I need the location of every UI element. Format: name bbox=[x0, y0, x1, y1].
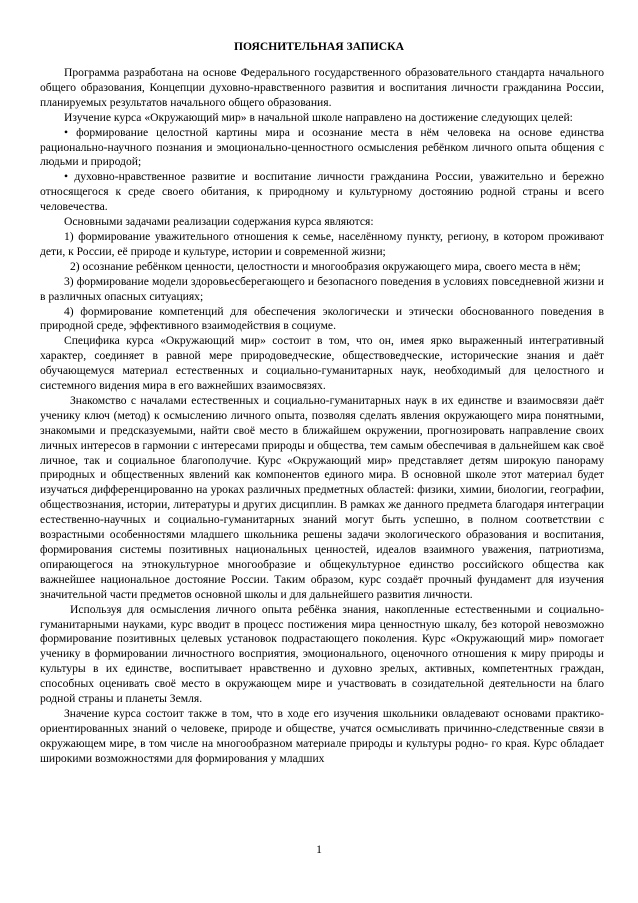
paragraph-specifics: Специфика курса «Окружающий мир» состоит в том, что он, имея ярко выраженный интегративный характер, соединяет в равной мере природоведческие, обществоведческие, исторические знания и даёт обучающемуся материал естественных и социально-гуманитарных наук, необходимый для целостного и системного видения мира в его важнейших взаимосвязях. bbox=[40, 334, 604, 393]
paragraph-goals-intro: Изучение курса «Окружающий мир» в начальной школе направлено на достижение следующих целей: bbox=[64, 110, 573, 124]
paragraph-significance: Значение курса состоит также в том, что в ходе его изучения школьники овладевают основами практико-ориентированных знаний о человеке, природе и обществе, учатся осмысливать причинно-следственные связи в окружающем мире, в том числе на многообразном материале природы и культуры родно- го края. Курс обладает широкими возможностями для формирования у младших bbox=[40, 706, 604, 765]
task-item-4: 4) формирование компетенций для обеспечения экологически и этически обоснованного поведения в природной среде, эффективного взаимодействия в социуме. bbox=[40, 304, 604, 333]
paragraph-personal-experience: Используя для осмысления личного опыта ребёнка знания, накопленные естественными и социально-гуманитарными науками, курс вводит в процесс постижения мира ценностную шкалу, без которой невозможно формирование позитивных целевых установок подрастающего поколения. Курс «Окружающий мир» помогает ученику в формировании личностного восприятия, эмоционального, оценочного отношения к миру природы и культуры в их единстве, воспитывает нравственно и духовно зрелых, активных, компетентных граждан, способных оценивать своё место в окружающем мире и участвовать в созидательной деятельности на благо родной страны и планеты Земля. bbox=[40, 602, 604, 706]
task-item-2: 2) осознание ребёнком ценности, целостности и многообразия окружающего мира, своего места в нём; bbox=[70, 259, 581, 273]
document-body bbox=[40, 66, 604, 767]
paragraph-acquaintance: Знакомство с началами естественных и социально-гуманитарных наук в их единстве и взаимосвязи даёт ученику ключ (метод) к осмыслению личного опыта, позволяя сделать явления окружающего мира понятными, знакомыми и предсказуемыми, найти своё место в ближайшем окружении, прогнозировать направление своих личных интересов в гармонии с интересами природы и общества, тем самым обеспечивая в дальнейшем как своё личное, так и социальное благополучие. Курс «Окружающий мир» представляет детям широкую панораму природных и общественных явлений как компонентов единого мира. В основной школе этот материал будет изучаться дифференцированно на уроках различных предметных областей: физики, химии, биологии, географии, обществознания, истории, литературы и других дисциплин. В рамках же данного предмета благодаря интеграции естественно-научных и социально-гуманитарных знаний могут быть успешно, в полном соответствии с возрастными особенностями младшего школьника решены задачи экологического образования и воспитания, формирования системы позитивных национальных ценностей, идеалов взаимного уважения, патриотизма, опирающегося на этнокультурное многообразие и общекультурное единство российского общества как важнейшее национальное достояние России. Таким образом, курс создаёт прочный фундамент для изучения значительной части предметов основной школы и для дальнейшего развития личности. bbox=[40, 393, 604, 601]
document-title: ПОЯСНИТЕЛЬНАЯ ЗАПИСКА bbox=[234, 40, 404, 53]
page-number: 1 bbox=[316, 843, 322, 856]
bullet-goal-2: • духовно-нравственное развитие и воспитание личности гражданина России, уважительно и бережно относящегося к среде своего обитания, к природному и культурному достоянию родной страны и всего человечества. bbox=[40, 170, 604, 214]
task-item-3: 3) формирование модели здоровьесберегающего и безопасного поведения в условиях повседневной жизни и в различных опасных ситуациях; bbox=[40, 274, 604, 303]
paragraph-basis: Программа разработана на основе Федерального государственного образовательного стандарта начального общего образования, Концепции духовно-нравственного развития и воспитания личности гражданина России, планируемых результатов начального общего образования. bbox=[40, 66, 604, 109]
task-item-1: 1) формирование уважительного отношения к семье, населённому пункту, региону, в котором проживают дети, к России, её природе и культуре, истории и современной жизни; bbox=[40, 229, 604, 258]
paragraph-tasks-intro: Основными задачами реализации содержания курса являются: bbox=[64, 215, 374, 229]
bullet-goal-1: • формирование целостной картины мира и осознание места в нём человека на основе единства рационально-научного познания и эмоционально-ценностного осмысления ребёнком личного опыта общения с людьми и природой; bbox=[40, 125, 604, 169]
